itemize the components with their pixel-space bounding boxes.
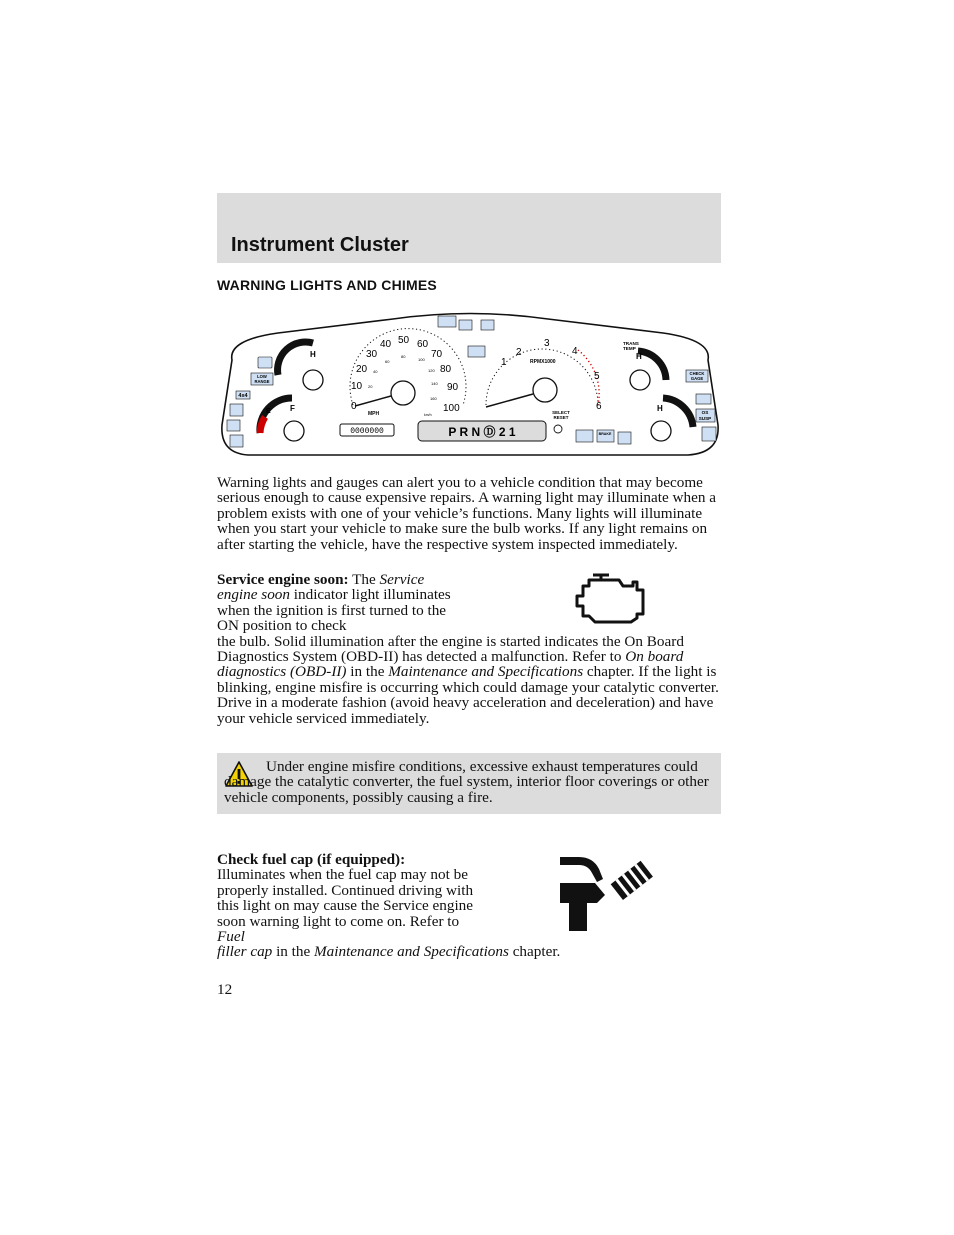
voltmeter-gauge	[651, 398, 693, 441]
high-beam-icon	[468, 346, 485, 357]
fuel-gauge	[260, 398, 304, 441]
speedo-num-40: 40	[380, 339, 392, 350]
tachometer	[486, 338, 602, 420]
instrument-cluster-illustration	[218, 305, 722, 460]
odometer-value: 0000000	[350, 427, 384, 436]
charging-system-icon	[696, 394, 711, 404]
speedo-kmh-80: 80	[401, 354, 406, 359]
temp-h-label: H	[310, 350, 316, 359]
chapter-header-band	[217, 193, 721, 263]
tach-num-3: 3	[544, 338, 550, 349]
fuel-italic-1: Fuel	[217, 928, 245, 946]
fuel-text-3: chapter.	[508, 943, 561, 961]
speedo-num-60: 60	[417, 339, 429, 350]
speedo-num-70: 70	[431, 349, 443, 360]
speedo-num-30: 30	[366, 349, 378, 360]
left-turn-icon	[459, 320, 472, 330]
service-engine-soon-section	[217, 572, 722, 726]
os-susp-text-1: OS	[701, 410, 709, 415]
low-range-text-1: LOW	[257, 374, 267, 379]
chapter-title: Instrument Cluster	[231, 234, 409, 256]
ses-text-5: chapter. If the light is blinking, engine misfire is occurring which could damage your catalytic converter. Drive in a moderate fashion (avoid heavy acceleration and deceleration) and have your vehicle serviced immediately.	[217, 663, 719, 727]
low-range-text-2: RANGE	[254, 379, 270, 384]
volt-h-label: H	[657, 404, 663, 413]
fuel-cap-label: Check fuel cap (if equipped):	[217, 851, 406, 868]
fuel-italic-3: Maintenance and Specifications	[314, 943, 509, 961]
speedo-kmh-120: 120	[428, 368, 435, 373]
speed-control-icon	[618, 432, 631, 444]
check-fuel-cap-section	[217, 852, 722, 960]
trans-temp-text-1: TRANS	[623, 341, 639, 346]
tach-num-5: 5	[594, 371, 600, 382]
trans-temp-text-2: TEMP	[623, 346, 636, 351]
speedo-num-10: 10	[351, 381, 363, 392]
fuel-f-label: F	[290, 404, 295, 413]
check-engine-indicator	[438, 316, 456, 327]
tach-num-1: 1	[501, 357, 507, 368]
tach-num-4: 4	[572, 346, 578, 357]
safety-belt-icon	[230, 435, 243, 447]
tach-num-6: 6	[596, 401, 602, 412]
battery-icon	[227, 420, 240, 431]
speedo-kmh-140: 140	[431, 381, 438, 386]
speedo-num-0: 0	[351, 401, 357, 412]
speedo-num-100: 100	[443, 403, 460, 414]
speedo-num-90: 90	[447, 382, 459, 393]
check-gage-text-1: CHECK	[689, 371, 705, 376]
speedo-num-50: 50	[398, 335, 410, 346]
intro-paragraph: Warning lights and gauges can alert you to a vehicle condition that may become serious enough to cause expensive repairs. A warning light may illuminate when a problem exists with one of your vehicle’s functions. Many lights will illuminate when you start your vehicle to make sure the bulb works. If any light remains on after starting the vehicle, have the respective system inspected immediately.	[217, 474, 716, 553]
ses-text-3: the bulb. Solid illumination after the engine is started indicates the On Board Diagnostics System (OBD-II) has detected a malfunction. Refer to	[217, 632, 684, 666]
tach-unit: RPMX1000	[530, 359, 556, 365]
gear-indicator-value: P R N Ⓓ 2 1	[448, 425, 516, 439]
temp-gauge	[278, 342, 323, 390]
brake-text: BRAKE	[598, 432, 612, 436]
speedo-num-80: 80	[440, 364, 452, 375]
trans-temp-gauge	[623, 341, 666, 390]
speedo-kmh-160: 160	[430, 396, 437, 401]
warning-text: Under engine misfire conditions, excessive exhaust temperatures could damage the catalytic converter, the fuel system, interior floor coverings or other vehicle components, possibly causing a fire.	[224, 758, 709, 806]
os-susp-text-2: SUSP	[698, 416, 712, 421]
ses-italic-2: On board diagnostics (OBD-II)	[217, 648, 684, 681]
4wd-icon	[258, 357, 272, 368]
fuel-pump-icon	[230, 404, 243, 416]
check-gage-text-2: GAGE	[690, 376, 704, 381]
ses-text-2: indicator light illuminates when the ignition is first turned to the ON position to check	[217, 586, 451, 635]
right-turn-icon	[481, 320, 494, 330]
page-number: 12	[217, 981, 233, 998]
air-bag-icon	[702, 427, 716, 441]
select-reset-text-1: SELECT	[552, 410, 570, 415]
service-engine-label: Service engine soon:	[217, 571, 349, 588]
four-by-four-text: 4x4	[238, 393, 248, 399]
section-heading: WARNING LIGHTS AND CHIMES	[217, 277, 437, 293]
speedometer	[350, 329, 466, 417]
speedo-kmh-unit: km/h	[424, 413, 432, 417]
ses-italic-1: Service engine soon	[217, 571, 425, 604]
fuel-text-1: Illuminates when the fuel cap may not be properly installed. Continued driving with this light on may cause the Service engine soon warning light to come on. Refer to	[217, 866, 474, 930]
speedo-unit: MPH	[368, 411, 380, 417]
select-reset-knob	[554, 425, 562, 433]
fuel-italic-2: filler cap	[217, 943, 273, 961]
speedo-kmh-20: 20	[368, 384, 373, 389]
abs-icon	[576, 430, 593, 442]
speedo-kmh-60: 60	[385, 359, 390, 364]
select-reset-text-2: RESET	[553, 415, 569, 420]
speedo-kmh-100: 100	[418, 357, 425, 362]
ses-italic-3: Maintenance and Specifications	[388, 663, 584, 681]
tach-num-2: 2	[516, 347, 522, 358]
trans-h-label: H	[636, 352, 642, 361]
warning-callout	[217, 753, 721, 814]
fuel-text-2: in the	[272, 943, 315, 961]
ses-text-4: in the	[346, 663, 389, 681]
fuel-e-label: E	[266, 408, 271, 415]
speedo-num-20: 20	[356, 364, 368, 375]
speedo-kmh-40: 40	[373, 369, 378, 374]
ses-text-1: The	[348, 571, 380, 588]
